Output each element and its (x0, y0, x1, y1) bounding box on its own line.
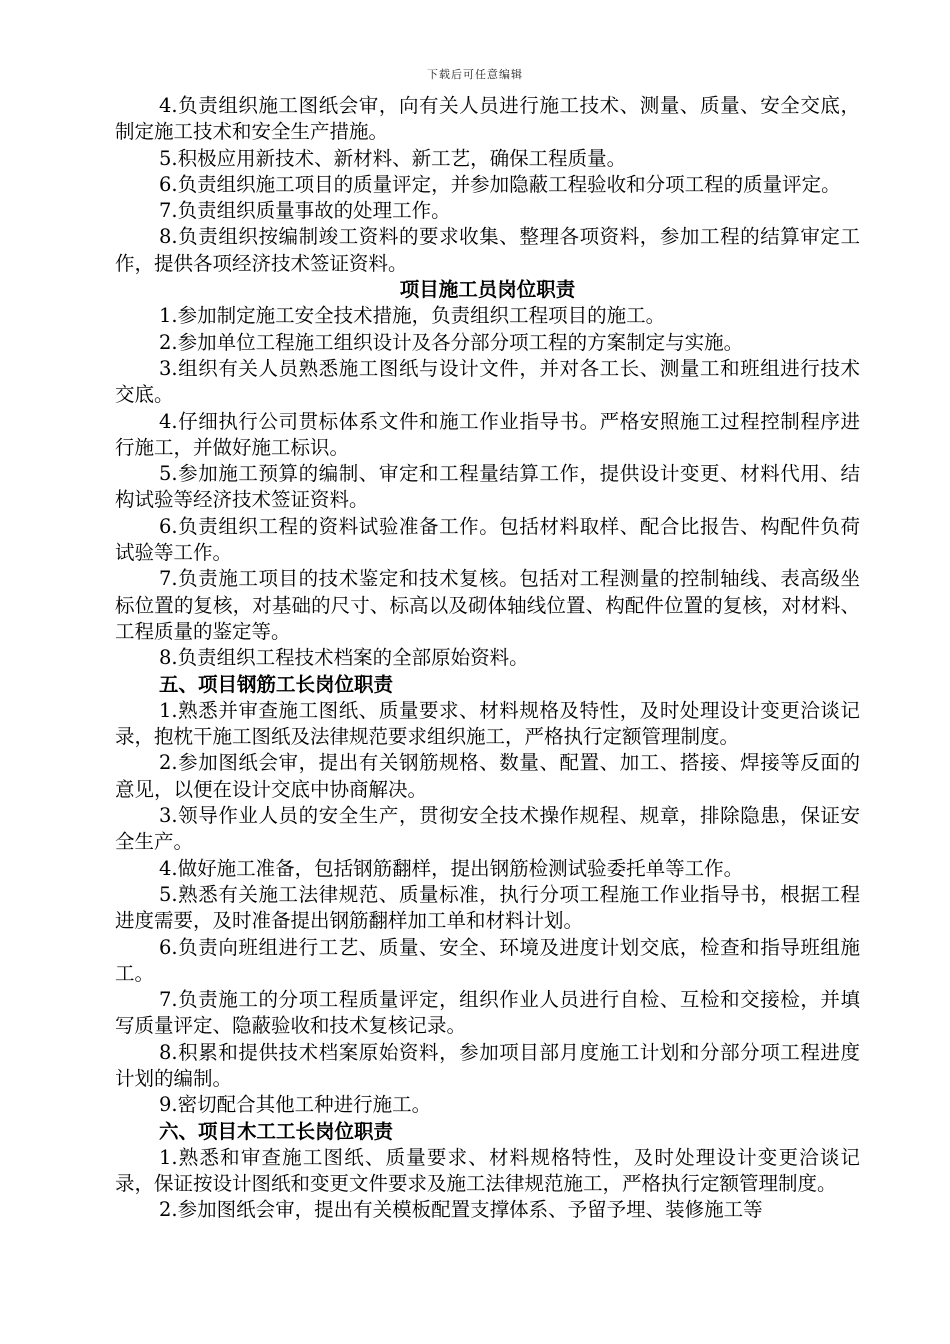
paragraph: 4.做好施工准备，包括钢筋翻样，提出钢筋检测试验委托单等工作。 (159, 856, 744, 880)
paragraph: 6.负责组织施工项目的质量评定，并参加隐蔽工程验收和分项工程的质量评定。 (159, 172, 841, 196)
paragraph: 5.参加施工预算的编制、审定和工程量结算工作，提供设计变更、材料代用、结构试验等经济技术签证资料。 (115, 462, 860, 512)
paragraph: 7.负责施工的分项工程质量评定，组织作业人员进行自检、互检和交接检，并填写质量评定、隐蔽验收和技术复核记录。 (115, 988, 860, 1038)
paragraph: 7.负责施工项目的技术鉴定和技术复核。包括对工程测量的控制轴线、表高级坐标位置的复核，对基础的尺寸、标高以及砌体轴线位置、构配件位置的复核，对材料、工程质量的鉴定等。 (115, 567, 860, 643)
paragraph: 1.熟悉并审查施工图纸、质量要求、材料规格及特性，及时处理设计变更洽谈记录，抱枕干施工图纸及法律规范要求组织施工，严格执行定额管理制度。 (115, 698, 860, 749)
paragraph: 3.组织有关人员熟悉施工图纸与设计文件，并对各工长、测量工和班组进行技术交底。 (115, 356, 860, 407)
paragraph: 2.参加图纸会审，提出有关钢筋规格、数量、配置、加工、搭接、焊接等反面的意见，以便在设计交底中协商解决。 (115, 751, 860, 801)
paragraph: 6.负责组织工程的资料试验准备工作。包括材料取样、配合比报告、构配件负荷试验等工作。 (115, 514, 860, 565)
paragraph: 5.熟悉有关施工法律规范、质量标准，执行分项工程施工作业指导书，根据工程进度需要，及时准备提出钢筋翻样加工单和材料计划。 (115, 882, 860, 933)
section-heading: 项目施工员岗位职责 (399, 278, 576, 302)
paragraph: 7.负责组织质量事故的处理工作。 (159, 199, 451, 223)
paragraph: 3.领导作业人员的安全生产，贯彻安全技术操作规程、规章，排除隐患，保证安全生产。 (115, 804, 860, 854)
paragraph: 8.积累和提供技术档案原始资料，参加项目部月度施工计划和分部分项工程进度计划的编制。 (115, 1040, 860, 1090)
document-body (115, 93, 860, 1224)
paragraph: 9.密切配合其他工种进行施工。 (159, 1093, 432, 1117)
section-heading: 五、项目钢筋工长岗位职责 (159, 672, 394, 696)
section-heading: 六、项目木工工长岗位职责 (159, 1119, 394, 1143)
paragraph: 1.熟悉和审查施工图纸、质量要求、材料规格特性，及时处理设计变更洽谈记录，保证按设计图纸和变更文件要求及施工法律规范施工，严格执行定额管理制度。 (115, 1145, 860, 1196)
paragraph: 4.仔细执行公司贯标体系文件和施工作业指导书。严格安照施工过程控制程序进行施工，并做好施工标识。 (115, 409, 860, 459)
paragraph: 6.负责向班组进行工艺、质量、安全、环境及进度计划交底，检查和指导班组施工。 (115, 935, 860, 985)
paragraph: 2.参加图纸会审，提出有关模板配置支撑体系、予留予埋、装修施工等 (159, 1198, 763, 1222)
paragraph: 5.积极应用新技术、新材料、新工艺，确保工程质量。 (159, 146, 627, 170)
paragraph: 8.负责组织工程技术档案的全部原始资料。 (159, 646, 529, 670)
paragraph: 8.负责组织按编制竣工资料的要求收集、整理各项资料，参加工程的结算审定工作，提供各项经济技术签证资料。 (115, 225, 860, 275)
paragraph: 2.参加单位工程施工组织设计及各分部分项工程的方案制定与实施。 (159, 330, 744, 354)
paragraph: 1.参加制定施工安全技术措施，负责组织工程项目的施工。 (159, 304, 666, 328)
page-header: 下载后可任意编辑 (427, 68, 523, 81)
paragraph: 4.负责组织施工图纸会审，向有关人员进行施工技术、测量、质量、安全交底，制定施工技术和安全生产措施。 (115, 94, 860, 144)
